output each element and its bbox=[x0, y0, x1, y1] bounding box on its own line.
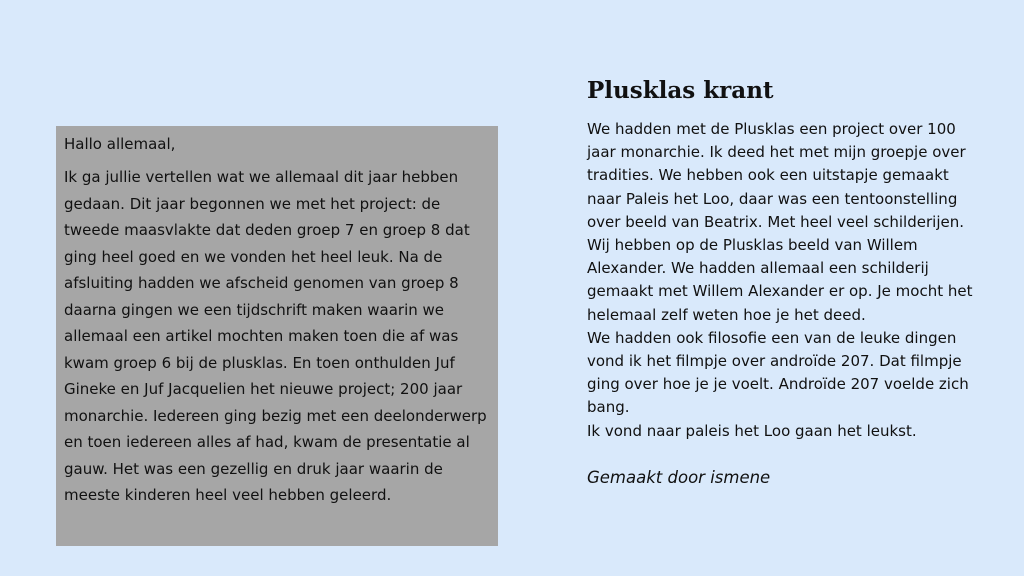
article-signature: Gemaakt door ismene bbox=[587, 467, 771, 487]
newspaper-article bbox=[587, 76, 987, 490]
article-paragraph-favorite: Ik vond naar paleis het Loo gaan het leukst. bbox=[587, 421, 917, 440]
article-paragraph-project: We hadden met de Plusklas een project over 100 jaar monarchie. Ik deed het met mijn groepje over tradities. We hebben ook een uitstapje gemaakt naar Paleis het Loo, daar was een tentoonstelling over beeld van Beatrix. Met heel veel schilderijen. Wij hebben op de Plusklas beeld van Willem Alexander. We hadden allemaal een schilderij gemaakt met Willem Alexander er op. Je mocht het helemaal zelf weten hoe je het deed. bbox=[587, 120, 973, 324]
article-title: Plusklas krant bbox=[587, 77, 774, 104]
spacer bbox=[587, 443, 987, 466]
greeting-text: Hallo allemaal, bbox=[64, 135, 176, 153]
intro-text-box bbox=[56, 126, 498, 546]
intro-body-text: Ik ga jullie vertellen wat we allemaal dit jaar hebben gedaan. Dit jaar begonnen we met het project: de tweede maasvlakte dat deden groep 7 en groep 8 dat ging heel goed en we vonden het heel leuk. Na de afsluiting hadden we afscheid genomen van groep 8 daarna gingen we een tijdschrift maken waarin we allemaal een artikel mochten maken toen die af was kwam groep 6 bij de plusklas. En toen onthulden Juf Gineke en Juf Jacquelien het nieuwe project; 200 jaar monarchie. Iedereen ging bezig met een deelonderwerp en toen iedereen alles af had, kwam de presentatie al gauw. Het was een gezellig en druk jaar waarin de meeste kinderen heel veel hebben geleerd. bbox=[64, 168, 487, 504]
article-paragraph-philosophy: We hadden ook filosofie een van de leuke dingen vond ik het filmpje over androïde 207. Dat filmpje ging over hoe je je voelt. Androïde 207 voelde zich bang. bbox=[587, 328, 969, 417]
